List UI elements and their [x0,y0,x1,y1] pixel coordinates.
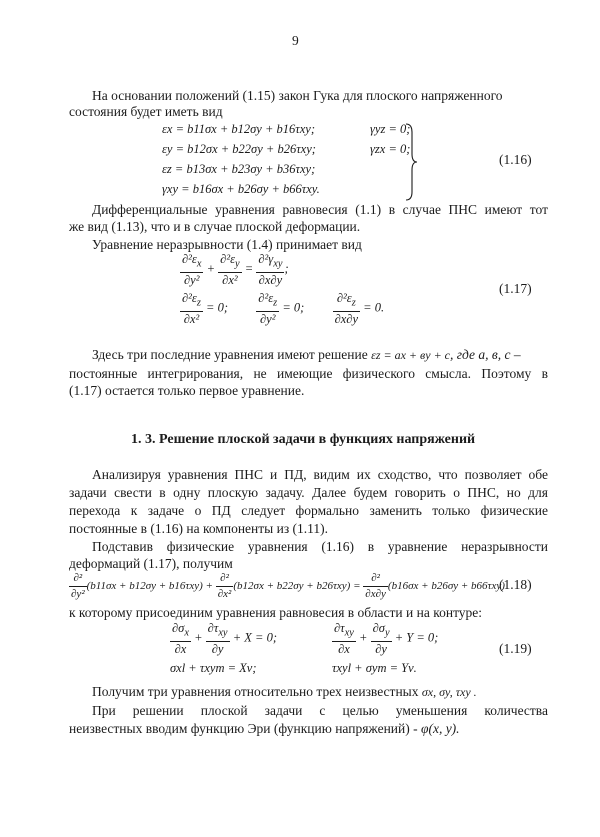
eq119-right-1-tail: + Y = 0; [394,630,439,645]
eq119-right-2: τxyl + σym = Yν. [332,661,417,675]
para-analysis-line-4: постоянные в (1.16) на компоненты из (1.11). [69,521,329,536]
eq116-line-3: εz = b13σx + b23σy + b36τxy; [162,162,316,176]
para-diff-line-1: Дифференциальные уравнения равновесия (1.1) в случае ПНС имеют тот [92,202,548,217]
eq118-number: (1.18) [499,577,532,592]
eq119-left-1-tail: + X = 0; [232,630,277,645]
para-here-text-b: , где a, в, c – [450,347,521,362]
eq117-semicolon: ; [284,261,289,276]
para-analysis-line-2: задачи свести в одну плоскую задачу. Далее будем говорить о ПНС, но для [69,485,548,500]
para-substitute-line-1: Подставив физические уравнения (1.16) в уравнение неразрывности [92,539,548,554]
eq117-zero-2: = 0; [282,300,305,315]
eq118-part-1: (b11σx + b12σy + b16τxy) + [86,580,213,593]
para-airy-text: неизвестных вводим функцию Эри (функцию напряжений) - [69,721,418,736]
intro-line-2: состояния будет иметь вид [69,104,223,119]
eq116-right-1: γyz = 0; [370,122,411,136]
para-join: к которому присоединим уравнения равновесия в области и на контуре: [69,605,483,620]
eq118-part-3: (b16σx + b26σy + b66τxy) [387,580,505,593]
eq116-line-1: εx = b11σx + b12σy + b16τxy; [162,122,316,136]
eq117-zero-3: = 0. [363,300,385,315]
eq117-number: (1.17) [499,281,532,296]
eq117-row-1: $\frac{\partial^2\varepsilon_x}{\text{∂y²}}$ + $\frac{\partial^2\varepsilon_y}{\text{∂x²}}$ = $\frac{\partial^2\gamma_{xy}}{\partial x\partial y}$ ; [182,252,289,287]
para-airy-line-2 [69,720,460,737]
eq119-right-1: $\frac{\partial\tau_{xy}}{\partial x}$ + $\frac{\partial\sigma_y}{\partial y}$ + Y = 0; [334,621,439,656]
eq119-number: (1.19) [499,641,532,656]
para-airy-line-1: При решении плоской задачи с целью уменьшения количества [92,703,548,718]
page-number: 9 [292,33,299,48]
eq117-row-2: $\frac{\partial^2\varepsilon_z}{\text{∂x²}}$ = 0; $\frac{\partial^2\varepsilon_z}{\text{∂y²}}$ = 0; $\frac{\partial^2\varepsilon_z}{\partial x\partial y}$ = 0. [182,291,385,326]
eq116-right-2: γzx = 0; [370,142,411,156]
section-title: 1. 3. Решение плоской задачи в функциях напряжений [131,432,476,447]
eq117-zero-1: = 0; [206,300,229,315]
continuity-intro: Уравнение неразрывности (1.4) принимает вид [92,237,362,252]
right-brace-icon [404,122,418,202]
intro-line-1: На основании положений (1.15) закон Гука для плоского напряженного [92,88,503,103]
para-here-line-3: (1.17) остается только первое уравнение. [69,383,305,398]
para-diff-line-2: же вид (1.13), что и в случае плоской деформации. [69,219,361,234]
para-three-formula: σx, σy, τxy . [421,685,477,699]
para-here-line-1 [92,346,521,364]
para-three-text: Получим три уравнения относительно трех неизвестных [92,684,419,699]
para-three [92,683,477,701]
eq116-line-2: εy = b12σx + b22σy + b26τxy; [162,142,316,156]
eq118: $\frac{\text{∂²}}{\text{∂y²}}$ (b11σx + b12σy + b16τxy) + $\frac{\text{∂²}}{\text{∂x²}}$ (b12σx + b22σy + b26τxy) = $\frac{\text{∂²}}{\partial x\partial y}$ (b16σx + b26σy + b66τxy) [71,572,505,600]
para-here-text-a: Здесь три последние уравнения имеют решение [92,347,368,362]
para-analysis-line-1: Анализируя уравнения ПНС и ПД, видим их сходство, что позволяет обе [92,467,548,482]
para-here-formula: εz = ax + вy + c [371,348,450,362]
para-substitute-line-2: деформаций (1.17), получим [69,556,233,571]
para-airy-formula: φ(x, y). [420,721,460,736]
eq116-line-4: γxy = b16σx + b26σy + b66τxy. [162,182,320,196]
eq116-number: (1.16) [499,152,532,167]
para-here-line-2: постоянные интегрирования, не имеющие физического смысла. Поэтому в [69,366,548,381]
para-analysis-line-3: перехода к задаче о ПД следует формально заменить только физические [69,503,548,518]
eq119-left-1: $\frac{\partial\sigma_x}{\partial x}$ + $\frac{\partial\tau_{xy}}{\partial y}$ + X = 0; [172,621,277,656]
eq119-left-2: σxl + τxym = Xν; [170,661,257,675]
eq118-part-2: (b12σx + b22σy + b26τxy) = [233,580,361,593]
